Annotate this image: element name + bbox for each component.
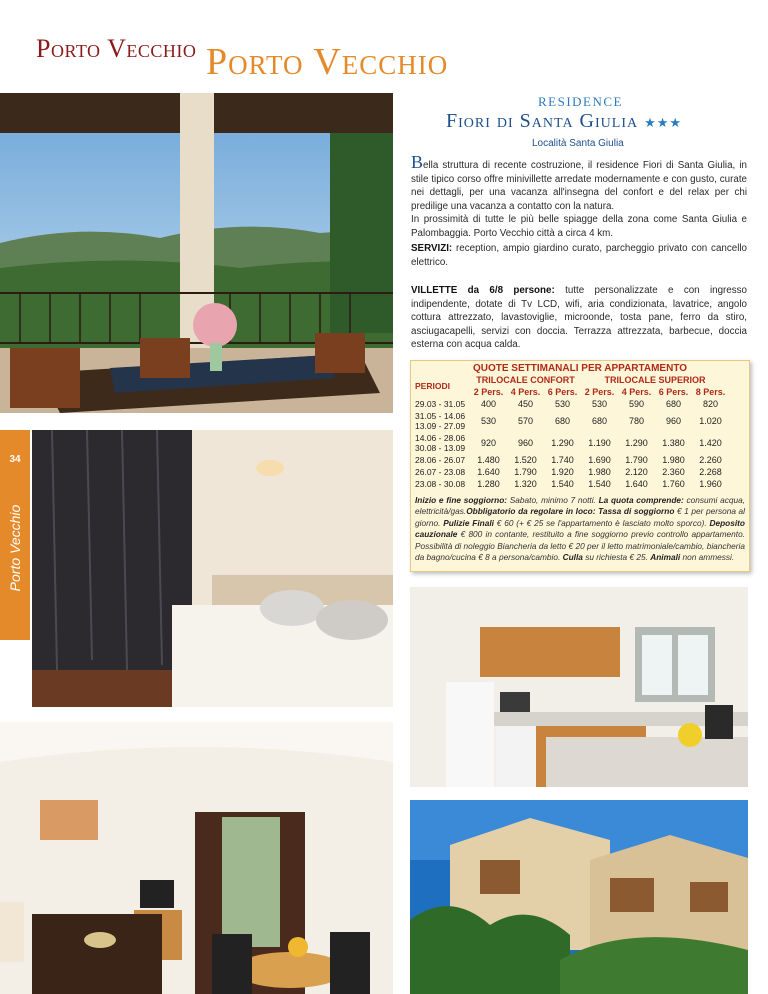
living-room-image <box>0 722 393 994</box>
price-cell: 1.960 <box>699 479 722 489</box>
villette-label: VILLETTE da 6/8 persone: <box>411 285 555 296</box>
intro-text: ella struttura di recente costruzione, il residence Fiori di Santa Giulia, in stile tipico corso offre minivillette arredate modernamente e con gusto, curate nei dettagli, per una vacanza all'insegna del confort e del relax per chi predilige una vacanza a contatto con la natura. <box>411 160 747 212</box>
page-number: 34 <box>9 454 21 465</box>
note-label: Pulizie Finali <box>443 517 494 528</box>
price-cell: 1.380 <box>662 438 685 448</box>
note-text: su richiesta € 25. <box>582 552 651 563</box>
period-cell: 23.08 - 30.08 <box>415 479 466 489</box>
price-cell: 570 <box>517 416 534 426</box>
sidebar-label: Porto Vecchio <box>7 504 23 592</box>
price-cell: 2.260 <box>699 455 722 465</box>
price-cell: 2.120 <box>625 467 648 477</box>
table-row <box>413 478 729 490</box>
period-cell: 31.05 - 14.06 13.09 - 27.09 <box>415 411 466 431</box>
price-cell: 780 <box>628 416 645 426</box>
price-cell: 590 <box>628 399 645 409</box>
price-cell: 820 <box>702 399 719 409</box>
column-header: 2 Pers. <box>584 387 615 397</box>
note-text: non ammessi. <box>680 552 735 563</box>
price-cell: 530 <box>554 399 571 409</box>
column-header: 2 Pers. <box>473 387 504 397</box>
table-row <box>413 398 729 410</box>
price-cell: 680 <box>591 416 608 426</box>
period-cell: 26.07 - 23.08 <box>415 467 466 477</box>
price-cell: 530 <box>591 399 608 409</box>
price-cell: 1.290 <box>625 438 648 448</box>
column-header: 6 Pers. <box>658 387 689 397</box>
note-label: Inizio e fine soggiorno: <box>415 495 508 505</box>
price-cell: 680 <box>665 399 682 409</box>
price-cell: 960 <box>517 438 534 448</box>
price-cell: 1.980 <box>662 455 685 465</box>
note-text: € 60 (+ € 25 se l'appartamento è lasciato molto sporco). <box>493 517 710 528</box>
price-cell: 1.020 <box>699 416 722 426</box>
residence-label: RESIDENCE <box>538 94 623 109</box>
price-cell: 1.320 <box>514 479 537 489</box>
price-cell: 1.760 <box>662 479 685 489</box>
page-title-small: Porto Vecchio <box>36 34 197 63</box>
intro-text-2: In prossimità di tutte le più belle spiagge della zona come Santa Giulia e Palombaggia. Porto Vecchio città a circa 4 km. <box>411 214 747 239</box>
period-cell: 14.06 - 28.06 30.08 - 13.09 <box>415 433 466 453</box>
villette-paragraph <box>411 284 747 352</box>
services-paragraph <box>411 242 747 269</box>
period-cell: 28.06 - 26.07 <box>415 455 466 465</box>
residence-name <box>446 110 682 133</box>
column-header: 4 Pers. <box>621 387 652 397</box>
period-cell: 29.03 - 31.05 <box>415 399 466 409</box>
price-cell: 1.190 <box>588 438 611 448</box>
price-cell: 920 <box>480 438 497 448</box>
price-cell: 1.640 <box>477 467 500 477</box>
price-cell: 530 <box>480 416 497 426</box>
group-superior: TRILOCALE SUPERIOR <box>604 375 706 385</box>
bedroom-image <box>32 430 393 707</box>
price-cell: 1.640 <box>625 479 648 489</box>
terrace-photo <box>0 93 393 413</box>
exterior-photo <box>410 800 748 994</box>
price-cell: 2.268 <box>699 467 722 477</box>
price-notes <box>415 495 745 563</box>
price-cell: 1.480 <box>477 455 500 465</box>
note-label: Deposito cauzionale <box>415 517 745 540</box>
note-label: Obbligatorio da regolare in loco: Tassa di soggiorno <box>466 506 675 517</box>
column-header: 8 Pers. <box>695 387 726 397</box>
price-cell: 1.520 <box>514 455 537 465</box>
bedroom-photo <box>32 430 393 707</box>
price-cell: 2.360 <box>662 467 685 477</box>
price-cell: 1.790 <box>514 467 537 477</box>
note-text: Sabato, minimo 7 notti. <box>507 495 599 505</box>
price-cell: 960 <box>665 416 682 426</box>
period-header: PERIODI <box>415 381 450 391</box>
price-cell: 1.790 <box>625 455 648 465</box>
column-header: 4 Pers. <box>510 387 541 397</box>
page-title-large: Porto Vecchio <box>206 41 449 83</box>
price-table <box>413 374 729 490</box>
price-cell: 1.540 <box>551 479 574 489</box>
table-row <box>413 466 729 478</box>
kitchen-image <box>410 587 748 787</box>
living-room-photo <box>0 722 393 994</box>
price-cell: 680 <box>554 416 571 426</box>
note-text: consumi acqua, elettricità/gas. <box>415 495 746 517</box>
description-intro <box>411 152 747 240</box>
services-label: SERVIZI: <box>411 243 453 254</box>
price-cell: 400 <box>480 399 497 409</box>
dropcap: B <box>411 152 424 172</box>
price-table-title: QUOTE SETTIMANALI PER APPARTAMENTO <box>472 363 688 374</box>
table-row <box>413 454 729 466</box>
note-label: La quota comprende: <box>598 495 684 505</box>
price-cell: 450 <box>517 399 534 409</box>
price-cell: 1.420 <box>699 438 722 448</box>
note-label: Animali <box>650 552 681 563</box>
group-confort: TRILOCALE CONFORT <box>476 375 575 385</box>
terrace-image <box>0 93 393 413</box>
price-table-box <box>410 360 750 572</box>
exterior-image <box>410 800 748 994</box>
price-cell: 1.740 <box>551 455 574 465</box>
residence-name-text: Fiori di Santa Giulia <box>446 110 639 132</box>
price-cell: 1.690 <box>588 455 611 465</box>
villette-text: tutte personalizzate e con ingresso indipendente, dotate di Tv LCD, wifi, aria condizionata, lavatrice, angolo cottura attrezzato, lavastoviglie, microonde, tosta pane, ferro da stiro, asciugacapelli, servizi con doccia. Terrazza attrezzata, barbecue, doccia esterna con acqua calda. <box>411 285 748 350</box>
column-header: 6 Pers. <box>547 387 578 397</box>
price-cell: 1.290 <box>551 438 574 448</box>
kitchen-photo <box>410 587 748 787</box>
table-row <box>413 432 729 454</box>
table-row <box>413 410 729 432</box>
note-label: Culla <box>562 552 583 563</box>
price-cell: 1.920 <box>551 467 574 477</box>
price-cell: 1.540 <box>588 479 611 489</box>
star-rating: ★★★ <box>644 115 683 130</box>
locality: Località Santa Giulia <box>532 138 624 149</box>
price-cell: 1.980 <box>588 467 611 477</box>
note-text: € 800 in contante, restituito a fine soggiorno previo controllo appartamento. Possibilità di noleggio Biancheria da letto € 20 per il letto matrimoniale/cambio, biancheria da bagno/cucina € 8 a persona/cambio. <box>415 529 745 563</box>
services-text: reception, ampio giardino curato, parcheggio privato con cancello elettrico. <box>411 243 747 268</box>
price-cell: 1.280 <box>477 479 500 489</box>
note-text: € 1 per persona al giorno. <box>415 506 745 528</box>
